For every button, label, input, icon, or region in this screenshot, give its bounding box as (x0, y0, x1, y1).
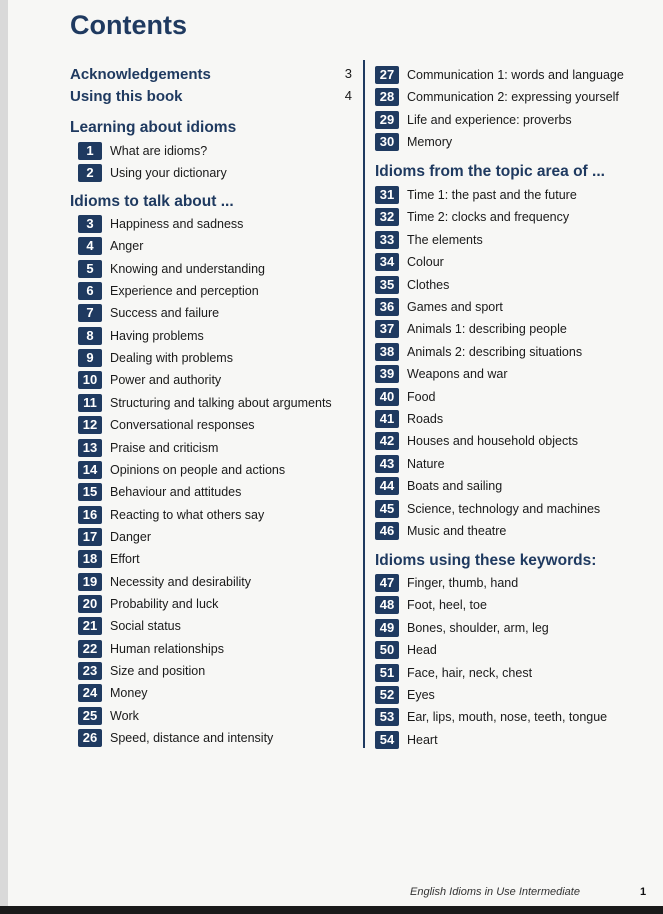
section-heading-learning: Learning about idioms (70, 119, 237, 136)
unit-number-badge: 38 (375, 343, 399, 361)
unit-item[interactable] (375, 618, 549, 638)
unit-item[interactable] (78, 527, 151, 547)
unit-title: Games and sport (407, 300, 503, 314)
unit-title: Bones, shoulder, arm, leg (407, 620, 549, 635)
unit-title: Time 2: clocks and frequency (407, 210, 570, 225)
unit-number-badge: 17 (78, 528, 102, 546)
unit-item[interactable] (375, 275, 449, 295)
unit-item[interactable] (375, 685, 435, 705)
unit-title: Behaviour and attitudes (110, 485, 242, 500)
unit-title: Communication 1: words and language (407, 68, 624, 82)
unit-number-badge: 44 (375, 477, 399, 495)
unit-item[interactable] (78, 326, 204, 346)
unit-item[interactable] (375, 230, 483, 250)
unit-number-badge: 50 (375, 641, 399, 659)
unit-title: Science, technology and machines (407, 501, 601, 516)
unit-item[interactable] (78, 214, 243, 234)
unit-item[interactable] (78, 706, 139, 726)
unit-number-badge: 54 (375, 731, 399, 749)
unit-number-badge: 52 (375, 686, 399, 704)
unit-title: Success and failure (110, 306, 220, 321)
unit-item[interactable] (78, 303, 219, 323)
unit-title: Clothes (407, 277, 450, 292)
unit-number-badge: 48 (375, 596, 399, 614)
unit-title: Probability and luck (110, 596, 219, 611)
unit-item[interactable] (78, 415, 255, 435)
unit-title: Danger (110, 529, 151, 544)
unit-title: Boats and sailing (407, 479, 503, 494)
unit-title: Experience and perception (110, 284, 259, 299)
unit-item[interactable] (78, 683, 148, 703)
unit-title: Nature (407, 456, 445, 471)
unit-item[interactable] (78, 505, 264, 525)
front-item-using-this-book[interactable] (70, 88, 352, 105)
unit-number-badge: 1 (78, 142, 102, 160)
unit-title: Animals 1: describing people (407, 322, 567, 337)
unit-number-badge: 18 (78, 550, 102, 568)
unit-item[interactable] (78, 259, 265, 279)
unit-number-badge: 23 (78, 662, 102, 680)
unit-title: Ear, lips, mouth, nose, teeth, tongue (407, 710, 608, 725)
unit-item[interactable] (375, 640, 437, 660)
unit-title: Life and experience: proverbs (407, 112, 572, 127)
unit-title: Conversational responses (110, 418, 255, 433)
unit-title: Knowing and understanding (110, 261, 265, 276)
footer-page-number: 1 (640, 886, 647, 898)
unit-item[interactable] (78, 236, 143, 256)
unit-item[interactable] (375, 364, 508, 384)
unit-title: Having problems (110, 328, 204, 343)
unit-title: Social status (110, 619, 181, 634)
unit-title: Reacting to what others say (110, 507, 265, 522)
unit-item[interactable] (375, 319, 567, 339)
unit-number-badge: 43 (375, 455, 399, 473)
unit-item[interactable] (78, 572, 251, 592)
unit-title: Head (407, 643, 437, 658)
unit-title: Happiness and sadness (110, 217, 244, 231)
unit-number-badge: 19 (78, 573, 102, 591)
unit-item[interactable] (375, 476, 502, 496)
unit-title: Time 1: the past and the future (407, 188, 577, 202)
unit-item[interactable] (375, 730, 438, 750)
unit-number-badge: 37 (375, 320, 399, 338)
unit-number-badge: 49 (375, 619, 399, 637)
unit-item[interactable] (375, 573, 518, 593)
unit-number-badge: 6 (78, 282, 102, 300)
unit-number-badge: 21 (78, 617, 102, 635)
unit-item[interactable] (375, 454, 445, 474)
unit-number-badge: 46 (375, 522, 399, 540)
bottom-edge (0, 906, 663, 914)
unit-item[interactable] (78, 370, 221, 390)
unit-title: Size and position (110, 664, 206, 678)
unit-item[interactable] (375, 342, 582, 362)
unit-item[interactable] (375, 595, 487, 615)
unit-item[interactable] (78, 141, 207, 161)
unit-title: Using your dictionary (110, 166, 227, 181)
unit-number-badge: 53 (375, 708, 399, 726)
column-divider (363, 60, 365, 748)
unit-title: Memory (407, 135, 453, 150)
unit-title: Communication 2: expressing yourself (407, 90, 619, 105)
unit-title: Effort (110, 552, 140, 567)
unit-item[interactable] (375, 663, 532, 683)
unit-number-badge: 22 (78, 640, 102, 658)
unit-title: Work (110, 708, 139, 723)
footer-book-title: English Idioms in Use Intermediate (410, 886, 580, 898)
unit-item[interactable] (375, 65, 624, 85)
unit-title: Finger, thumb, hand (407, 576, 519, 590)
unit-title: Praise and criticism (110, 440, 219, 455)
unit-number-badge: 51 (375, 664, 399, 682)
front-item-page: 3 (344, 66, 352, 81)
unit-item[interactable] (375, 87, 619, 107)
unit-number-badge: 32 (375, 208, 399, 226)
unit-item[interactable] (78, 639, 224, 659)
unit-number-badge: 31 (375, 186, 399, 204)
unit-number-badge: 36 (375, 298, 399, 316)
unit-item[interactable] (78, 438, 218, 458)
unit-number-badge: 20 (78, 595, 102, 613)
unit-number-badge: 28 (375, 88, 399, 106)
unit-number-badge: 34 (375, 253, 399, 271)
unit-item[interactable] (78, 393, 332, 413)
unit-number-badge: 3 (78, 215, 102, 233)
unit-number-badge: 30 (375, 133, 399, 151)
unit-title: Weapons and war (407, 367, 508, 382)
unit-title: Face, hair, neck, chest (407, 665, 533, 680)
unit-item[interactable] (78, 460, 285, 480)
unit-item[interactable] (78, 281, 259, 301)
unit-title: Music and theatre (407, 524, 507, 538)
unit-number-badge: 2 (78, 164, 102, 182)
unit-number-badge: 8 (78, 327, 102, 345)
unit-title: Money (110, 686, 148, 701)
unit-title: Structuring and talking about arguments (110, 395, 332, 410)
unit-number-badge: 26 (78, 729, 102, 747)
unit-item[interactable] (375, 707, 607, 727)
unit-item[interactable] (78, 728, 273, 748)
unit-item[interactable] (78, 594, 218, 614)
unit-title: Animals 2: describing situations (407, 344, 583, 359)
unit-number-badge: 40 (375, 388, 399, 406)
unit-item[interactable] (375, 431, 578, 451)
unit-item[interactable] (375, 185, 577, 205)
unit-number-badge: 42 (375, 432, 399, 450)
unit-item[interactable] (78, 348, 233, 368)
unit-number-badge: 12 (78, 416, 102, 434)
unit-item[interactable] (375, 409, 443, 429)
unit-item[interactable] (78, 661, 205, 681)
unit-number-badge: 33 (375, 231, 399, 249)
unit-number-badge: 4 (78, 237, 102, 255)
unit-number-badge: 41 (375, 410, 399, 428)
unit-title: Necessity and desirability (110, 574, 252, 589)
unit-number-badge: 10 (78, 371, 102, 389)
unit-number-badge: 9 (78, 349, 102, 367)
unit-title: What are idioms? (110, 144, 208, 158)
unit-number-badge: 15 (78, 483, 102, 501)
unit-number-badge: 7 (78, 304, 102, 322)
unit-number-badge: 47 (375, 574, 399, 592)
unit-title: The elements (407, 232, 483, 247)
unit-number-badge: 45 (375, 500, 399, 518)
unit-item[interactable] (375, 207, 569, 227)
section-heading-talk: Idioms to talk about ... (70, 193, 234, 210)
unit-item[interactable] (375, 110, 572, 130)
unit-title: Anger (110, 239, 144, 254)
unit-item[interactable] (78, 616, 181, 636)
unit-number-badge: 5 (78, 260, 102, 278)
unit-item[interactable] (78, 163, 227, 183)
page-title: Contents (70, 10, 187, 40)
unit-item[interactable] (78, 549, 140, 569)
front-item-page: 4 (344, 88, 352, 103)
unit-number-badge: 39 (375, 365, 399, 383)
unit-number-badge: 24 (78, 684, 102, 702)
unit-item[interactable] (375, 297, 503, 317)
unit-title: Foot, heel, toe (407, 598, 487, 613)
unit-title: Human relationships (110, 641, 224, 656)
unit-title: Colour (407, 255, 444, 270)
unit-title: Roads (407, 412, 444, 426)
unit-number-badge: 16 (78, 506, 102, 524)
unit-number-badge: 29 (375, 111, 399, 129)
unit-title: Speed, distance and intensity (110, 731, 274, 746)
section-heading-keywords: Idioms using these keywords: (375, 552, 597, 569)
unit-number-badge: 14 (78, 461, 102, 479)
unit-title: Heart (407, 732, 438, 747)
unit-title: Houses and household objects (407, 434, 578, 449)
unit-title: Food (407, 389, 436, 404)
unit-title: Dealing with problems (110, 351, 233, 366)
unit-number-badge: 35 (375, 276, 399, 294)
unit-item[interactable] (78, 482, 241, 502)
unit-item[interactable] (375, 132, 452, 152)
unit-title: Opinions on people and actions (110, 462, 286, 477)
unit-title: Eyes (407, 688, 435, 702)
unit-item[interactable] (375, 252, 444, 272)
unit-title: Power and authority (110, 373, 222, 388)
front-item-acknowledgements[interactable] (70, 66, 352, 83)
unit-item[interactable] (375, 521, 506, 541)
front-item-label: Acknowledgements (70, 66, 211, 83)
unit-number-badge: 11 (78, 394, 102, 412)
section-heading-topic: Idioms from the topic area of ... (375, 163, 605, 180)
unit-item[interactable] (375, 499, 600, 519)
unit-number-badge: 13 (78, 439, 102, 457)
unit-number-badge: 25 (78, 707, 102, 725)
unit-item[interactable] (375, 387, 436, 407)
front-item-label: Using this book (70, 88, 183, 105)
unit-number-badge: 27 (375, 66, 399, 84)
